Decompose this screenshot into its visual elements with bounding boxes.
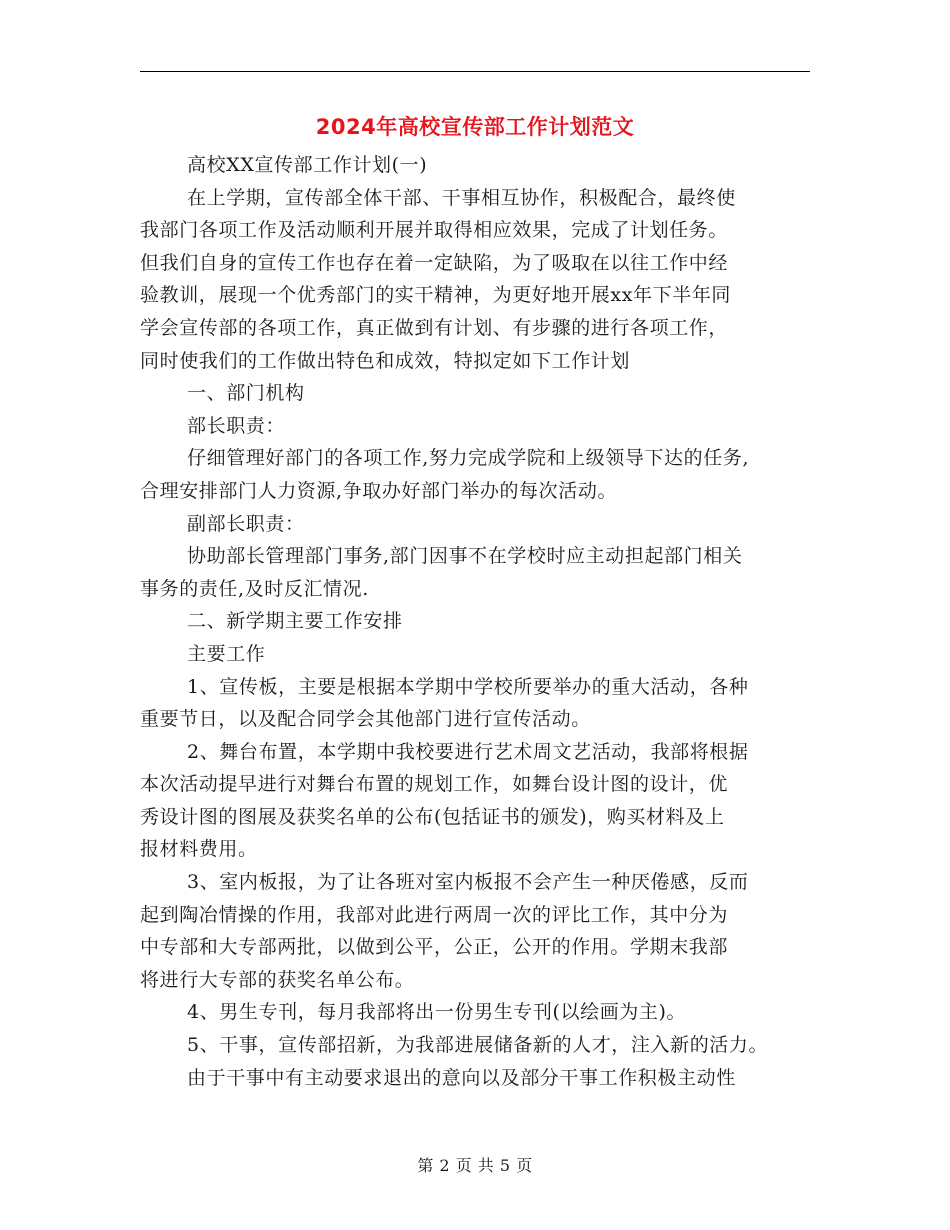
text-line: 中专部和大专部两批，以做到公平，公正，公开的作用。学期末我部 bbox=[140, 936, 729, 959]
text-line: 重要节日，以及配合同学会其他部门进行宣传活动。 bbox=[140, 708, 591, 731]
text-line: 事务的责任,及时反汇情况. bbox=[140, 577, 369, 600]
text-line: 起到陶冶情操的作用，我部对此进行两周一次的评比工作，其中分为 bbox=[140, 903, 729, 926]
text-line: 但我们自身的宣传工作也存在着一定缺陷，为了吸取在以往工作中经 bbox=[140, 251, 729, 274]
text-line: 本次活动提早进行对舞台布置的规划工作，如舞台设计图的设计，优 bbox=[140, 773, 729, 796]
text-line: 一、部门机构 bbox=[187, 382, 305, 405]
text-line: 报材料费用。 bbox=[140, 838, 258, 861]
text-line: 二、新学期主要工作安排 bbox=[187, 610, 403, 633]
text-line: 我部门各项工作及活动顺利开展并取得相应效果，完成了计划任务。 bbox=[140, 219, 729, 242]
text-line: 高校XX宣传部工作计划(一) bbox=[187, 154, 428, 176]
text-line: 部长职责： bbox=[187, 414, 286, 437]
document-body bbox=[140, 149, 830, 1094]
text-line: 由于干事中有主动要求退出的意向以及部分干事工作积极主动性 bbox=[187, 1066, 736, 1089]
text-line: 5、干事，宣传部招新，为我部进展储备新的人才，注入新的活力。 bbox=[187, 1034, 769, 1057]
document-title: 2024年高校宣传部工作计划范文 bbox=[315, 115, 635, 139]
text-line: 主要工作 bbox=[187, 642, 266, 665]
text-line: 学会宣传部的各项工作，真正做到有计划、有步骤的进行各项工作， bbox=[140, 316, 729, 339]
text-line: 3、室内板报，为了让各班对室内板报不会产生一种厌倦感，反而 bbox=[187, 871, 749, 894]
text-line: 将进行大专部的获奖名单公布。 bbox=[140, 968, 415, 991]
text-line: 2、舞台布置，本学期中我校要进行艺术周文艺活动，我部将根据 bbox=[187, 740, 749, 763]
text-line: 验教训，展现一个优秀部门的实干精神，为更好地开展xx年下半年同 bbox=[140, 284, 732, 307]
text-line: 4、男生专刊，每月我部将出一份男生专刊(以绘画为主)。 bbox=[187, 1001, 687, 1024]
header-rule bbox=[140, 71, 810, 72]
text-line: 同时使我们的工作做出特色和成效，特拟定如下工作计划 bbox=[140, 349, 631, 372]
text-line: 协助部长管理部门事务,部门因事不在学校时应主动担起部门相关 bbox=[187, 545, 743, 568]
page-number: 第 2 页 共 5 页 bbox=[417, 1156, 533, 1175]
text-line: 合理安排部门人力资源,争取办好部门举办的每次活动。 bbox=[140, 479, 618, 502]
text-line: 秀设计图的图展及获奖名单的公布(包括证书的颁发)，购买材料及上 bbox=[140, 805, 725, 828]
text-line: 副部长职责： bbox=[187, 512, 305, 535]
text-line: 仔细管理好部门的各项工作,努力完成学院和上级领导下达的任务, bbox=[187, 447, 750, 470]
text-line: 在上学期，宣传部全体干部、干事相互协作，积极配合，最终使 bbox=[187, 186, 736, 209]
text-line: 1、宣传板，主要是根据本学期中学校所要举办的重大活动，各种 bbox=[187, 675, 749, 698]
